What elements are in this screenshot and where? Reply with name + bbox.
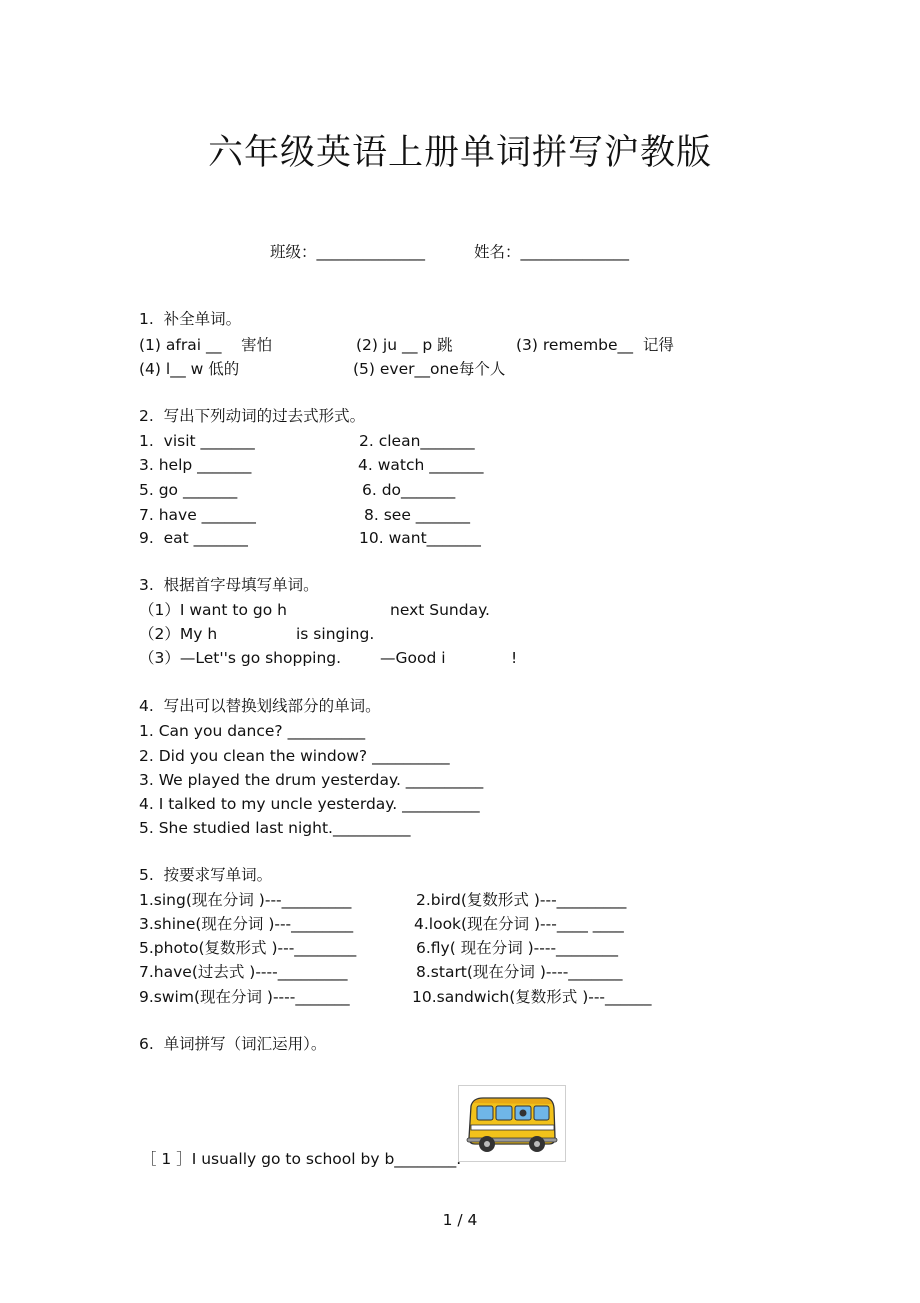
section2-item-right: 4. watch _______ bbox=[358, 456, 484, 474]
section3-item-2-end: is singing. bbox=[296, 625, 375, 643]
section5-item-right: 4.look(现在分词 )---____ ____ bbox=[414, 915, 624, 933]
section3-item-3-mid: —Good i bbox=[380, 649, 446, 667]
section2-item-right: 2. clean_______ bbox=[359, 432, 475, 450]
class-field-label: 班级：______________ bbox=[270, 243, 426, 261]
school-bus-illustration bbox=[458, 1085, 566, 1162]
section4-item: 2. Did you clean the window? __________ bbox=[139, 747, 450, 765]
section3-item-3-start: （3）—Let''s go shopping. bbox=[139, 649, 342, 667]
section5-item-right: 10.sandwich(复数形式 )---______ bbox=[412, 988, 652, 1006]
section1-heading: 1. 补全单词。 bbox=[139, 310, 242, 328]
section2-item-left: 5. go _______ bbox=[139, 481, 238, 499]
section3-item-3-end: ! bbox=[511, 649, 518, 667]
section4-item: 4. I talked to my uncle yesterday. __________ bbox=[139, 795, 480, 813]
section5-item-left: 1.sing(现在分词 )---_________ bbox=[139, 891, 352, 909]
section2-item-right: 8. see _______ bbox=[364, 506, 471, 524]
section2-item-left: 7. have _______ bbox=[139, 506, 256, 524]
section5-item-right: 6.fly( 现在分词 )----________ bbox=[416, 939, 619, 957]
section2-item-left: 1. visit _______ bbox=[139, 432, 255, 450]
section1-item-4: (4) l__ w 低的 bbox=[139, 360, 240, 378]
section5-item-left: 7.have(过去式 )----_________ bbox=[139, 963, 348, 981]
section5-item-left: 9.swim(现在分词 )----_______ bbox=[139, 988, 350, 1006]
section1-item-3: (3) remembe__ 记得 bbox=[516, 336, 674, 354]
section3-item-1-end: next Sunday. bbox=[390, 601, 490, 619]
section3-item-1-start: （1）I want to go h bbox=[139, 601, 287, 619]
section1-item-5: (5) ever__one每个人 bbox=[353, 360, 506, 378]
section6-item-1: ［ 1 ］I usually go to school by b________. bbox=[141, 1150, 462, 1168]
page-number: 1 / 4 bbox=[442, 1211, 478, 1229]
section3-heading: 3. 根据首字母填写单词。 bbox=[139, 576, 319, 594]
section2-item-left: 9. eat _______ bbox=[139, 529, 248, 547]
section4-heading: 4. 写出可以替换划线部分的单词。 bbox=[139, 697, 381, 715]
section4-item: 5. She studied last night.__________ bbox=[139, 819, 411, 837]
name-field-label: 姓名：______________ bbox=[474, 243, 630, 261]
section2-heading: 2. 写出下列动词的过去式形式。 bbox=[139, 407, 366, 425]
section4-item: 3. We played the drum yesterday. __________ bbox=[139, 771, 484, 789]
section5-item-left: 5.photo(复数形式 )---________ bbox=[139, 939, 357, 957]
section5-item-left: 3.shine(现在分词 )---________ bbox=[139, 915, 354, 933]
section5-item-right: 2.bird(复数形式 )---_________ bbox=[416, 891, 627, 909]
section4-item: 1. Can you dance? __________ bbox=[139, 722, 366, 740]
section5-heading: 5. 按要求写单词。 bbox=[139, 866, 273, 884]
section1-item-1: (1) afrai __ 害怕 bbox=[139, 336, 273, 354]
section6-heading: 6. 单词拼写（词汇运用）。 bbox=[139, 1035, 327, 1053]
bus-icon bbox=[459, 1086, 565, 1161]
section2-item-left: 3. help _______ bbox=[139, 456, 252, 474]
section1-item-2: (2) ju __ p 跳 bbox=[356, 336, 453, 354]
section5-item-right: 8.start(现在分词 )----_______ bbox=[416, 963, 623, 981]
page-title: 六年级英语上册单词拼写沪教版 bbox=[207, 133, 712, 173]
section3-item-2-start: （2）My h bbox=[139, 625, 218, 643]
section2-item-right: 6. do_______ bbox=[362, 481, 456, 499]
section2-item-right: 10. want_______ bbox=[359, 529, 481, 547]
